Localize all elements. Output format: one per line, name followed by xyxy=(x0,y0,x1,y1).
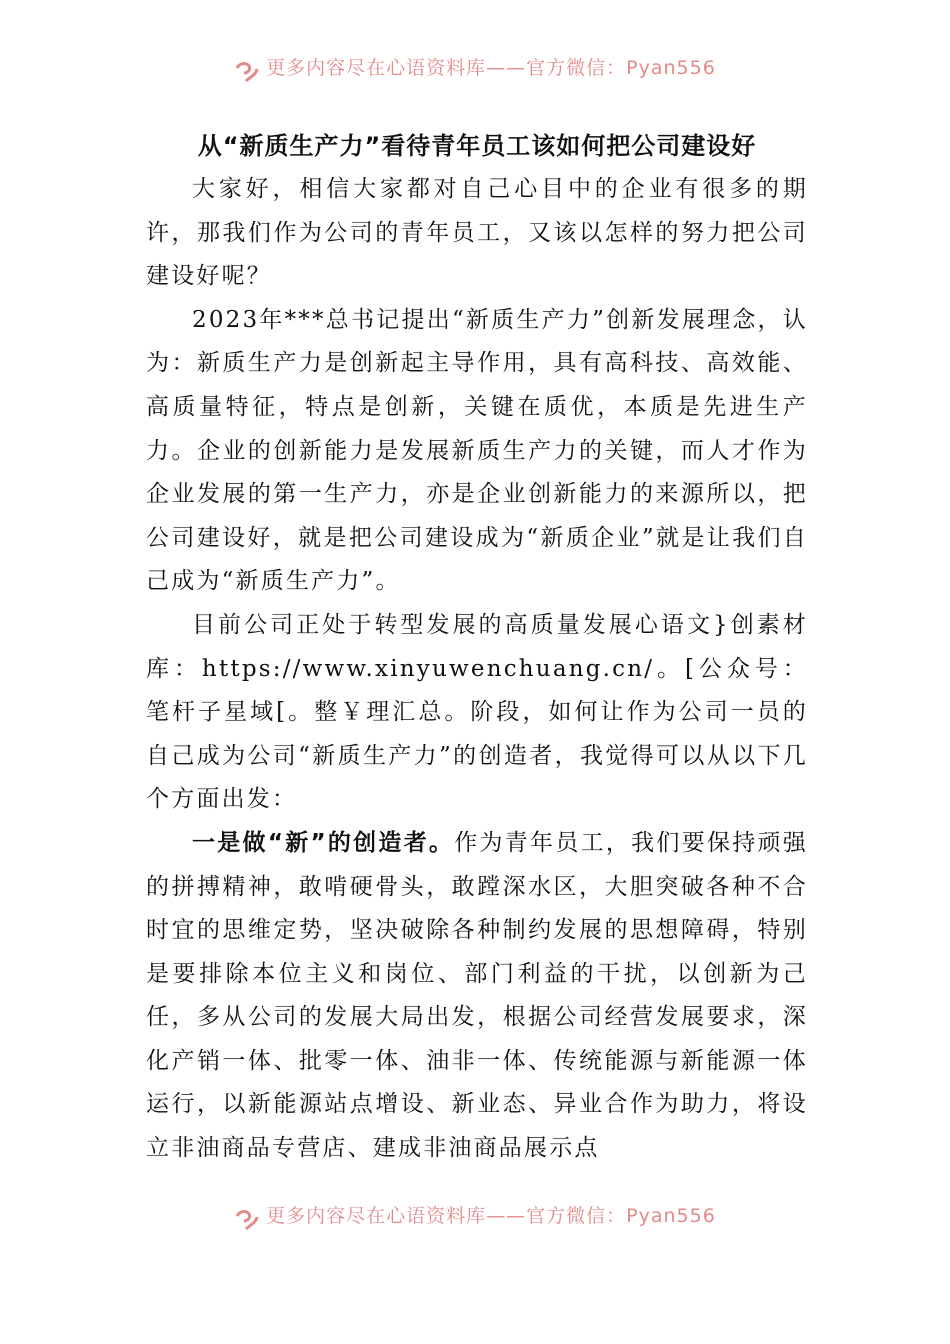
watermark-banner-bottom xyxy=(0,1200,950,1240)
watermark-logo-icon xyxy=(234,1207,260,1233)
document-body xyxy=(146,124,808,1171)
paragraph-text: 大家好，相信大家都对自己心目中的企业有很多的期许，那我们作为公司的青年员工，又该以怎样的努力把公司建设好呢？ xyxy=(146,176,808,290)
document-title: 从“新质生产力”看待青年员工该如何把公司建设好 xyxy=(197,132,757,160)
paragraph-text: 2023年***总书记提出“新质生产力”创新发展理念，认为：新质生产力是创新起主导作用，具有高科技、高效能、高质量特征，特点是创新，关键在质优，本质是先进生产力。企业的创新能力是发展新质生产力的关键，而人才作为企业发展的第一生产力，亦是企业创新能力的来源所以，把公司建设好，就是把公司建设成为“新质企业”就是让我们自己成为“新质生产力”。 xyxy=(146,306,808,595)
watermark-text: 更多内容尽在心语资料库——官方微信：Pyan556 xyxy=(266,56,716,79)
paragraph-text: 作为青年员工，我们要保持顽强的拼搏精神，敢啃硬骨头，敢蹚深水区，大胆突破各种不合时宜的思维定势，坚决破除各种制约发展的思想障碍，特别是要排除本位主义和岗位、部门利益的干扰，以创新为己任，多从公司的发展大局出发，根据公司经营发展要求，深化产销一体、批零一体、油非一体、传统能源与新能源一体运行，以新能源站点增设、新业态、异业合作为助力，将设立非油商品专营店、建成非油商品展示点 xyxy=(146,829,808,1162)
paragraph xyxy=(146,604,808,822)
paragraph-text: 目前公司正处于转型发展的高质量发展心语文}创素材库：https://www.xinyuwenchuang.cn/。[公众号：笔杆子星域[。整￥理汇总。阶段，如何让作为公司一员的自己成为公司“新质生产力”的创造者，我觉得可以从以下几个方面出发： xyxy=(146,611,808,813)
watermark-banner-top xyxy=(0,52,950,92)
paragraph xyxy=(146,822,808,1171)
watermark-logo-icon xyxy=(234,59,260,85)
paragraph xyxy=(146,299,808,604)
watermark-text: 更多内容尽在心语资料库——官方微信：Pyan556 xyxy=(266,1204,716,1227)
paragraph-lead-heading: 一是做“新”的创造者。 xyxy=(192,829,455,856)
paragraph xyxy=(146,168,808,299)
